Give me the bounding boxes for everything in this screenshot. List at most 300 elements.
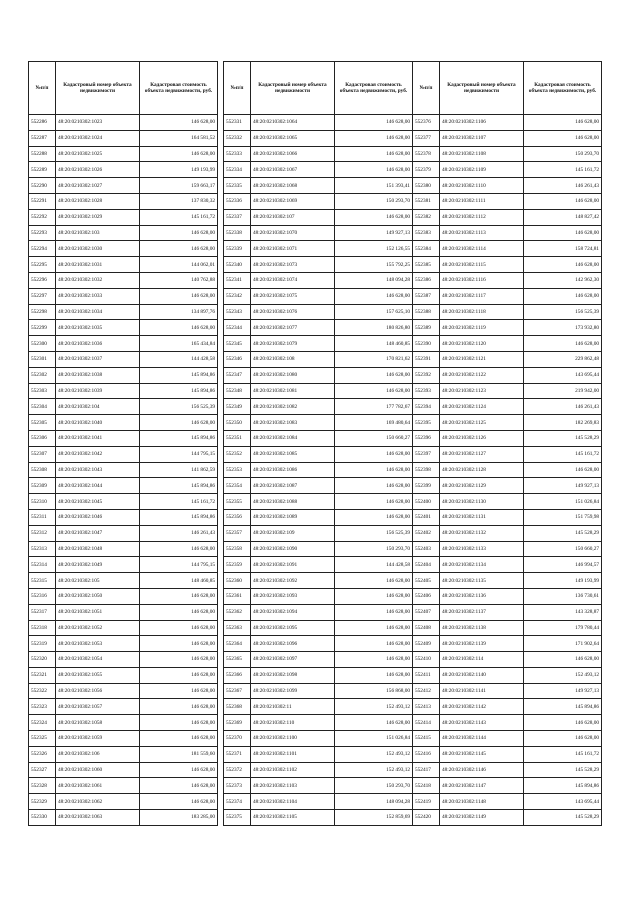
row-number: 552311 xyxy=(29,509,56,525)
table-row xyxy=(413,588,602,604)
cadastral-value: 146 628,00 xyxy=(524,336,602,352)
row-number: 552394 xyxy=(413,399,440,415)
cadastral-number: 48:20:0210302:1092 xyxy=(251,573,335,589)
cadastral-value: 152 493,12 xyxy=(335,762,413,778)
cadastral-number: 48:20:0210302:1084 xyxy=(251,430,335,446)
row-number: 552410 xyxy=(413,652,440,668)
table-row xyxy=(224,146,413,162)
cadastral-number: 48:20:0210302:1135 xyxy=(440,573,524,589)
cadastral-value: 146 628,00 xyxy=(524,731,602,747)
cadastral-value: 146 628,00 xyxy=(140,620,218,636)
cadastral-number: 48:20:0210302:1131 xyxy=(440,509,524,525)
table-row xyxy=(29,446,218,462)
row-number: 552384 xyxy=(413,241,440,257)
cadastral-value: 156 525,39 xyxy=(335,525,413,541)
cadastral-value: 149 927,13 xyxy=(524,683,602,699)
cadastral-value: 146 628,00 xyxy=(335,146,413,162)
cadastral-number: 48:20:0210302:1111 xyxy=(440,193,524,209)
table-row xyxy=(224,794,413,810)
cadastral-number: 48:20:0210302:1138 xyxy=(440,620,524,636)
table-row xyxy=(413,209,602,225)
cadastral-value: 146 628,00 xyxy=(140,146,218,162)
cadastral-number: 48:20:0210302:1117 xyxy=(440,288,524,304)
cadastral-number: 48:20:0210302:1142 xyxy=(440,699,524,715)
table-row xyxy=(29,257,218,273)
cadastral-value: 145 894,86 xyxy=(140,430,218,446)
cadastral-value: 146 628,00 xyxy=(524,715,602,731)
row-number: 552328 xyxy=(29,778,56,794)
cadastral-value: 170 821,62 xyxy=(335,351,413,367)
cadastral-number: 48:20:0210302:1062 xyxy=(56,794,140,810)
row-number: 552364 xyxy=(224,636,251,652)
table-row xyxy=(224,178,413,194)
table-row xyxy=(413,241,602,257)
cadastral-number: 48:20:0210302:1060 xyxy=(56,762,140,778)
cadastral-value: 148 094,28 xyxy=(335,272,413,288)
cadastral-value: 152 493,12 xyxy=(335,746,413,762)
cadastral-value: 146 628,00 xyxy=(335,573,413,589)
row-number: 552321 xyxy=(29,667,56,683)
row-number: 552341 xyxy=(224,272,251,288)
table-row xyxy=(29,351,218,367)
cadastral-number: 48:20:0210302:1023 xyxy=(56,115,140,131)
header-cadastral-number: Кадастровый номер объекта недвижимости xyxy=(440,62,524,115)
row-number: 552302 xyxy=(29,367,56,383)
row-number: 552336 xyxy=(224,193,251,209)
row-number: 552323 xyxy=(29,699,56,715)
table-row xyxy=(413,794,602,810)
cadastral-value: 165 434,84 xyxy=(140,336,218,352)
cadastral-number: 48:20:0210302:1132 xyxy=(440,525,524,541)
row-number: 552408 xyxy=(413,620,440,636)
cadastral-number: 48:20:0210302:1064 xyxy=(251,115,335,131)
table-row xyxy=(224,304,413,320)
row-number: 552372 xyxy=(224,762,251,778)
table-row xyxy=(224,557,413,573)
row-number: 552409 xyxy=(413,636,440,652)
table-row xyxy=(413,746,602,762)
cadastral-value: 146 628,00 xyxy=(335,604,413,620)
cadastral-value: 145 894,86 xyxy=(524,699,602,715)
table-row xyxy=(413,810,602,826)
table-row xyxy=(413,762,602,778)
table-row xyxy=(29,636,218,652)
row-number: 552345 xyxy=(224,336,251,352)
cadastral-value: 145 894,86 xyxy=(140,478,218,494)
table-row xyxy=(413,731,602,747)
table-row xyxy=(224,383,413,399)
cadastral-number: 48:20:0210302:1083 xyxy=(251,415,335,431)
row-number: 552324 xyxy=(29,715,56,731)
cadastral-number: 48:20:0210302:1073 xyxy=(251,257,335,273)
row-number: 552312 xyxy=(29,525,56,541)
row-number: 552418 xyxy=(413,778,440,794)
row-number: 552304 xyxy=(29,399,56,415)
cadastral-value: 146 628,00 xyxy=(140,683,218,699)
table-row xyxy=(29,320,218,336)
row-number: 552373 xyxy=(224,778,251,794)
row-number: 552406 xyxy=(413,588,440,604)
cadastral-number: 48:20:0210302:1026 xyxy=(56,162,140,178)
cadastral-value: 164 581,52 xyxy=(140,130,218,146)
header-num: №п/п xyxy=(224,62,251,115)
cadastral-value: 145 161,72 xyxy=(140,494,218,510)
cadastral-value: 151 393,41 xyxy=(335,178,413,194)
cadastral-number: 48:20:0210302:1081 xyxy=(251,383,335,399)
cadastral-number: 48:20:0210302:1045 xyxy=(56,494,140,510)
cadastral-number: 48:20:0210302:1030 xyxy=(56,241,140,257)
row-number: 552381 xyxy=(413,193,440,209)
table-row xyxy=(29,731,218,747)
cadastral-number: 48:20:0210302:1068 xyxy=(251,178,335,194)
cadastral-value: 146 628,00 xyxy=(140,762,218,778)
cadastral-value: 149 193,99 xyxy=(140,162,218,178)
row-number: 552348 xyxy=(224,383,251,399)
table-row xyxy=(29,336,218,352)
cadastral-value: 146 628,00 xyxy=(140,115,218,131)
table-row xyxy=(413,525,602,541)
table-row xyxy=(413,557,602,573)
table-row xyxy=(413,367,602,383)
table-row xyxy=(413,257,602,273)
table-row xyxy=(413,478,602,494)
table-row xyxy=(224,604,413,620)
row-number: 552331 xyxy=(224,115,251,131)
cadastral-value: 146 628,00 xyxy=(140,731,218,747)
cadastral-number: 48:20:0210302:1094 xyxy=(251,604,335,620)
cadastral-value: 151 759,98 xyxy=(524,509,602,525)
cadastral-number: 48:20:0210302:1031 xyxy=(56,257,140,273)
table-row xyxy=(224,762,413,778)
cadastral-number: 48:20:0210302:1140 xyxy=(440,667,524,683)
cadastral-value: 150 660,27 xyxy=(524,541,602,557)
table-row xyxy=(224,667,413,683)
cadastral-number: 48:20:0210302:1128 xyxy=(440,462,524,478)
row-number: 552293 xyxy=(29,225,56,241)
row-number: 552313 xyxy=(29,541,56,557)
cadastral-number: 48:20:0210302:1120 xyxy=(440,336,524,352)
cadastral-value: 149 927,13 xyxy=(524,478,602,494)
table-row xyxy=(29,367,218,383)
cadastral-value: 152 493,12 xyxy=(335,699,413,715)
cadastral-number: 48:20:0210302:1091 xyxy=(251,557,335,573)
table-row xyxy=(224,636,413,652)
cadastral-number: 48:20:0210302:1085 xyxy=(251,446,335,462)
cadastral-value: 173 932,80 xyxy=(524,320,602,336)
row-number: 552352 xyxy=(224,446,251,462)
cadastral-number: 48:20:0210302:1039 xyxy=(56,383,140,399)
cadastral-value: 229 862,48 xyxy=(524,351,602,367)
cadastral-value: 182 269,83 xyxy=(524,415,602,431)
row-number: 552325 xyxy=(29,731,56,747)
row-number: 552400 xyxy=(413,494,440,510)
cadastral-value: 146 628,00 xyxy=(140,225,218,241)
row-number: 552407 xyxy=(413,604,440,620)
row-number: 552359 xyxy=(224,557,251,573)
row-number: 552338 xyxy=(224,225,251,241)
table-row xyxy=(413,178,602,194)
cadastral-value: 146 628,00 xyxy=(524,115,602,131)
row-number: 552353 xyxy=(224,462,251,478)
row-number: 552382 xyxy=(413,209,440,225)
cadastral-number: 48:20:0210302:1086 xyxy=(251,462,335,478)
row-number: 552361 xyxy=(224,588,251,604)
cadastral-number: 48:20:0210302:1123 xyxy=(440,383,524,399)
cadastral-value: 146 628,00 xyxy=(335,209,413,225)
header-cadastral-value: Кадастровая стоимость объекта недвижимости, руб. xyxy=(524,62,602,115)
row-number: 552340 xyxy=(224,257,251,273)
cadastral-value: 145 528,29 xyxy=(524,430,602,446)
row-number: 552333 xyxy=(224,146,251,162)
table-row xyxy=(224,225,413,241)
cadastral-value: 146 628,00 xyxy=(335,588,413,604)
table-row xyxy=(413,699,602,715)
cadastral-value: 151 026,84 xyxy=(524,494,602,510)
table-row xyxy=(413,336,602,352)
row-number: 552327 xyxy=(29,762,56,778)
row-number: 552403 xyxy=(413,541,440,557)
table-row xyxy=(29,115,218,131)
row-number: 552387 xyxy=(413,288,440,304)
table-row xyxy=(224,272,413,288)
row-number: 552378 xyxy=(413,146,440,162)
cadastral-value: 146 628,00 xyxy=(335,130,413,146)
row-number: 552388 xyxy=(413,304,440,320)
table-row xyxy=(224,715,413,731)
table-row xyxy=(413,351,602,367)
cadastral-number: 48:20:0210302:1034 xyxy=(56,304,140,320)
row-number: 552300 xyxy=(29,336,56,352)
row-number: 552294 xyxy=(29,241,56,257)
cadastral-number: 48:20:0210302:1043 xyxy=(56,462,140,478)
row-number: 552354 xyxy=(224,478,251,494)
cadastral-number: 48:20:0210302:1055 xyxy=(56,667,140,683)
cadastral-value: 146 628,00 xyxy=(140,794,218,810)
cadastral-value: 180 826,80 xyxy=(335,320,413,336)
row-number: 552315 xyxy=(29,573,56,589)
cadastral-value: 146 261,43 xyxy=(524,399,602,415)
row-number: 552363 xyxy=(224,620,251,636)
row-number: 552416 xyxy=(413,746,440,762)
row-number: 552401 xyxy=(413,509,440,525)
cadastral-value: 146 261,43 xyxy=(524,178,602,194)
row-number: 552316 xyxy=(29,588,56,604)
table-row xyxy=(413,573,602,589)
cadastral-value: 146 628,00 xyxy=(524,130,602,146)
cadastral-value: 146 628,00 xyxy=(524,462,602,478)
table-row xyxy=(224,336,413,352)
cadastral-number: 48:20:0210302:1028 xyxy=(56,193,140,209)
cadastral-number: 48:20:0210302:114 xyxy=(440,652,524,668)
register-table-2 xyxy=(223,61,413,826)
cadastral-number: 48:20:0210302:1077 xyxy=(251,320,335,336)
cadastral-number: 48:20:0210302:1116 xyxy=(440,272,524,288)
row-number: 552391 xyxy=(413,351,440,367)
table-row xyxy=(29,778,218,794)
cadastral-value: 146 628,00 xyxy=(335,620,413,636)
table-row xyxy=(29,683,218,699)
cadastral-value: 146 628,00 xyxy=(335,115,413,131)
table-row xyxy=(29,667,218,683)
cadastral-number: 48:20:0210302:1080 xyxy=(251,367,335,383)
cadastral-value: 146 628,00 xyxy=(335,478,413,494)
table-row xyxy=(29,699,218,715)
table-row xyxy=(413,162,602,178)
row-number: 552386 xyxy=(413,272,440,288)
cadastral-value: 152 859,69 xyxy=(335,810,413,826)
cadastral-value: 146 628,00 xyxy=(140,320,218,336)
cadastral-number: 48:20:0210302:1032 xyxy=(56,272,140,288)
table-row xyxy=(413,225,602,241)
cadastral-number: 48:20:0210302:1063 xyxy=(56,810,140,826)
row-number: 552385 xyxy=(413,257,440,273)
row-number: 552310 xyxy=(29,494,56,510)
table-row xyxy=(29,715,218,731)
table-row xyxy=(224,462,413,478)
cadastral-value: 145 528,29 xyxy=(524,525,602,541)
row-number: 552301 xyxy=(29,351,56,367)
cadastral-value: 144 795,15 xyxy=(140,446,218,462)
row-number: 552314 xyxy=(29,557,56,573)
row-number: 552303 xyxy=(29,383,56,399)
table-row xyxy=(29,383,218,399)
table-row xyxy=(29,810,218,826)
table-row xyxy=(413,667,602,683)
cadastral-number: 48:20:0210302:1088 xyxy=(251,494,335,510)
cadastral-number: 48:20:0210302:1071 xyxy=(251,241,335,257)
row-number: 552366 xyxy=(224,667,251,683)
table-row xyxy=(29,494,218,510)
row-number: 552367 xyxy=(224,683,251,699)
cadastral-number: 48:20:0210302:1065 xyxy=(251,130,335,146)
cadastral-value: 146 628,00 xyxy=(140,652,218,668)
cadastral-number: 48:20:0210302:1095 xyxy=(251,620,335,636)
row-number: 552306 xyxy=(29,430,56,446)
table-row xyxy=(413,541,602,557)
cadastral-value: 171 902,64 xyxy=(524,636,602,652)
table-row xyxy=(29,746,218,762)
table-row xyxy=(224,525,413,541)
cadastral-number: 48:20:0210302:1096 xyxy=(251,636,335,652)
cadastral-number: 48:20:0210302:1114 xyxy=(440,241,524,257)
row-number: 552417 xyxy=(413,762,440,778)
row-number: 552412 xyxy=(413,683,440,699)
row-number: 552286 xyxy=(29,115,56,131)
row-number: 552342 xyxy=(224,288,251,304)
table-row xyxy=(29,146,218,162)
cadastral-value: 143 695,44 xyxy=(524,367,602,383)
cadastral-number: 48:20:0210302:1070 xyxy=(251,225,335,241)
cadastral-value: 155 792,25 xyxy=(335,257,413,273)
cadastral-value: 134 897,76 xyxy=(140,304,218,320)
cadastral-value: 143 328,87 xyxy=(524,604,602,620)
cadastral-number: 48:20:0210302:1053 xyxy=(56,636,140,652)
table-row xyxy=(224,620,413,636)
cadastral-number: 48:20:0210302:1067 xyxy=(251,162,335,178)
table-row xyxy=(29,573,218,589)
cadastral-value: 146 628,00 xyxy=(140,604,218,620)
row-number: 552398 xyxy=(413,462,440,478)
cadastral-value: 144 062,01 xyxy=(140,257,218,273)
table-row xyxy=(224,778,413,794)
row-number: 552390 xyxy=(413,336,440,352)
cadastral-value: 145 161,72 xyxy=(524,746,602,762)
header-num: №п/п xyxy=(29,62,56,115)
cadastral-value: 146 628,00 xyxy=(335,636,413,652)
cadastral-number: 48:20:0210302:1052 xyxy=(56,620,140,636)
row-number: 552380 xyxy=(413,178,440,194)
header-cadastral-number: Кадастровый номер объекта недвижимости xyxy=(251,62,335,115)
cadastral-value: 143 695,44 xyxy=(524,794,602,810)
cadastral-number: 48:20:0210302:1104 xyxy=(251,794,335,810)
row-number: 552297 xyxy=(29,288,56,304)
table-row xyxy=(224,115,413,131)
row-number: 552356 xyxy=(224,509,251,525)
header-num: №п/п xyxy=(413,62,440,115)
header-cadastral-number: Кадастровый номер объекта недвижимости xyxy=(56,62,140,115)
cadastral-value: 146 628,00 xyxy=(335,462,413,478)
cadastral-value: 152 126,55 xyxy=(335,241,413,257)
row-number: 552337 xyxy=(224,209,251,225)
cadastral-number: 48:20:0210302:1137 xyxy=(440,604,524,620)
cadastral-number: 48:20:0210302:1051 xyxy=(56,604,140,620)
row-number: 552289 xyxy=(29,162,56,178)
row-number: 552383 xyxy=(413,225,440,241)
table-row xyxy=(224,288,413,304)
cadastral-number: 48:20:0210302:1061 xyxy=(56,778,140,794)
cadastral-value: 156 525,39 xyxy=(524,304,602,320)
table-row xyxy=(224,683,413,699)
cadastral-value: 146 261,43 xyxy=(140,525,218,541)
row-number: 552299 xyxy=(29,320,56,336)
cadastral-number: 48:20:0210302:1107 xyxy=(440,130,524,146)
cadastral-value: 146 628,00 xyxy=(335,509,413,525)
row-number: 552334 xyxy=(224,162,251,178)
row-number: 552365 xyxy=(224,652,251,668)
cadastral-number: 48:20:0210302:1076 xyxy=(251,304,335,320)
cadastral-number: 48:20:0210302:1098 xyxy=(251,667,335,683)
table-row xyxy=(413,778,602,794)
cadastral-number: 48:20:0210302:107 xyxy=(251,209,335,225)
cadastral-number: 48:20:0210302:1099 xyxy=(251,683,335,699)
cadastral-number: 48:20:0210302:1038 xyxy=(56,367,140,383)
cadastral-number: 48:20:0210302:1059 xyxy=(56,731,140,747)
table-row xyxy=(29,557,218,573)
cadastral-number: 48:20:0210302:1109 xyxy=(440,162,524,178)
cadastral-number: 48:20:0210302:1029 xyxy=(56,209,140,225)
table-row xyxy=(29,130,218,146)
row-number: 552287 xyxy=(29,130,56,146)
cadastral-number: 48:20:0210302:1044 xyxy=(56,478,140,494)
table-row xyxy=(224,130,413,146)
row-number: 552420 xyxy=(413,810,440,826)
cadastral-number: 48:20:0210302:1041 xyxy=(56,430,140,446)
row-number: 552375 xyxy=(224,810,251,826)
table-row xyxy=(224,699,413,715)
row-number: 552396 xyxy=(413,430,440,446)
table-row xyxy=(413,509,602,525)
cadastral-value: 149 193,99 xyxy=(524,573,602,589)
table-row xyxy=(413,288,602,304)
row-number: 552330 xyxy=(29,810,56,826)
table-row xyxy=(413,115,602,131)
table-row xyxy=(413,683,602,699)
row-number: 552370 xyxy=(224,731,251,747)
cadastral-number: 48:20:0210302:1110 xyxy=(440,178,524,194)
cadastral-value: 148 827,42 xyxy=(524,209,602,225)
cadastral-number: 48:20:0210302:109 xyxy=(251,525,335,541)
table-row xyxy=(29,399,218,415)
